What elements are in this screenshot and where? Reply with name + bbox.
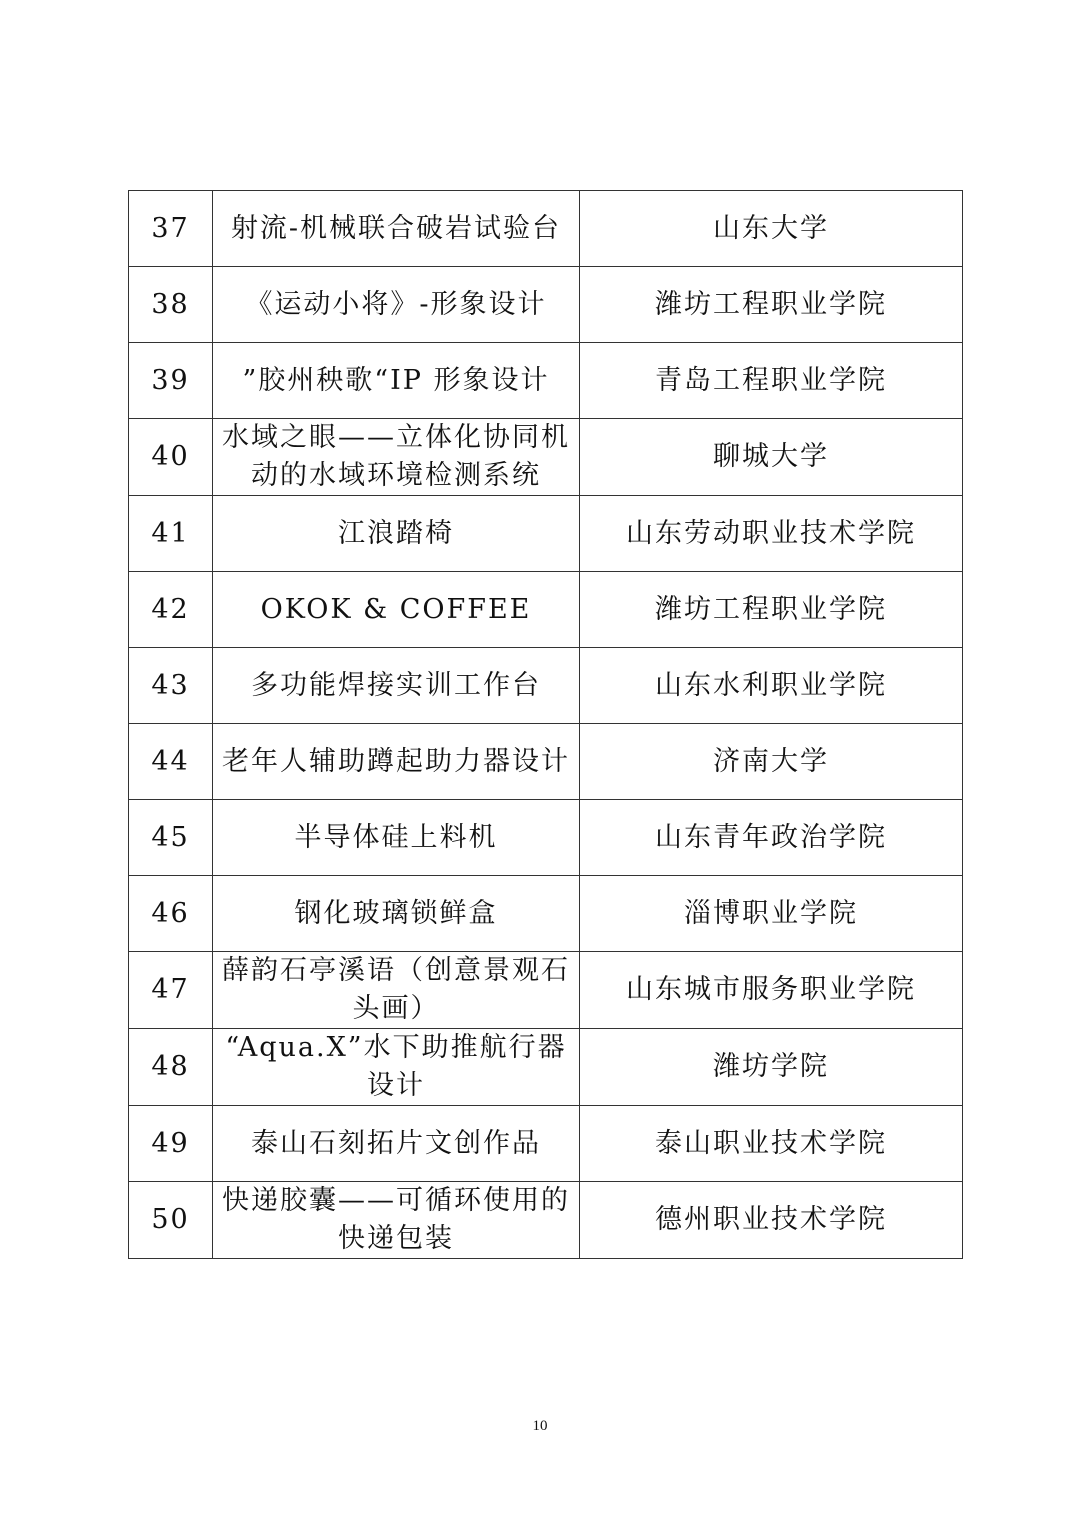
row-number-cell: 41: [129, 496, 213, 572]
school-name-cell: 济南大学: [580, 724, 963, 800]
project-name-cell: 快递胶囊——可循环使用的快递包装: [213, 1182, 580, 1259]
table-row: [129, 572, 963, 648]
table-row: [129, 1182, 963, 1259]
school-name-cell: 潍坊工程职业学院: [580, 572, 963, 648]
project-name-cell: 江浪踏椅: [213, 496, 580, 572]
row-number-cell: 43: [129, 648, 213, 724]
table-row: [129, 952, 963, 1029]
school-name-cell: 淄博职业学院: [580, 876, 963, 952]
row-number-cell: 38: [129, 267, 213, 343]
row-number-cell: 46: [129, 876, 213, 952]
school-name-cell: 山东城市服务职业学院: [580, 952, 963, 1029]
project-name-cell: 老年人辅助蹲起助力器设计: [213, 724, 580, 800]
table-row: [129, 419, 963, 496]
row-number-cell: 49: [129, 1106, 213, 1182]
page-number: 10: [532, 1418, 548, 1434]
school-name-cell: 德州职业技术学院: [580, 1182, 963, 1259]
row-number-cell: 42: [129, 572, 213, 648]
project-name-cell: 《运动小将》-形象设计: [213, 267, 580, 343]
project-name-cell: ”胶州秧歌“IP 形象设计: [213, 343, 580, 419]
project-name-cell: 薛韵石亭溪语（创意景观石头画）: [213, 952, 580, 1029]
table-row: [129, 191, 963, 267]
school-name-cell: 山东劳动职业技术学院: [580, 496, 963, 572]
school-name-cell: 山东大学: [580, 191, 963, 267]
row-number-cell: 47: [129, 952, 213, 1029]
project-name-cell: “Aqua.X”水下助推航行器设计: [213, 1029, 580, 1106]
row-number-cell: 48: [129, 1029, 213, 1106]
table-row: [129, 267, 963, 343]
project-name-cell: 射流-机械联合破岩试验台: [213, 191, 580, 267]
row-number-cell: 39: [129, 343, 213, 419]
table-row: [129, 648, 963, 724]
row-number-cell: 40: [129, 419, 213, 496]
table-row: [129, 876, 963, 952]
row-number-cell: 50: [129, 1182, 213, 1259]
project-name-cell: 泰山石刻拓片文创作品: [213, 1106, 580, 1182]
table-row: [129, 1029, 963, 1106]
project-name-cell: 半导体硅上料机: [213, 800, 580, 876]
awards-table: [128, 190, 963, 1259]
school-name-cell: 聊城大学: [580, 419, 963, 496]
table-row: [129, 496, 963, 572]
school-name-cell: 泰山职业技术学院: [580, 1106, 963, 1182]
school-name-cell: 山东水利职业学院: [580, 648, 963, 724]
school-name-cell: 潍坊学院: [580, 1029, 963, 1106]
school-name-cell: 山东青年政治学院: [580, 800, 963, 876]
table-row: [129, 343, 963, 419]
table-row: [129, 800, 963, 876]
row-number-cell: 45: [129, 800, 213, 876]
row-number-cell: 37: [129, 191, 213, 267]
project-name-cell: 水域之眼——立体化协同机动的水域环境检测系统: [213, 419, 580, 496]
table-row: [129, 724, 963, 800]
school-name-cell: 青岛工程职业学院: [580, 343, 963, 419]
school-name-cell: 潍坊工程职业学院: [580, 267, 963, 343]
table-row: [129, 1106, 963, 1182]
project-name-cell: 多功能焊接实训工作台: [213, 648, 580, 724]
project-name-cell: 钢化玻璃锁鲜盒: [213, 876, 580, 952]
awards-table-body: [129, 191, 963, 1259]
row-number-cell: 44: [129, 724, 213, 800]
project-name-cell: OKOK & COFFEE: [213, 572, 580, 648]
